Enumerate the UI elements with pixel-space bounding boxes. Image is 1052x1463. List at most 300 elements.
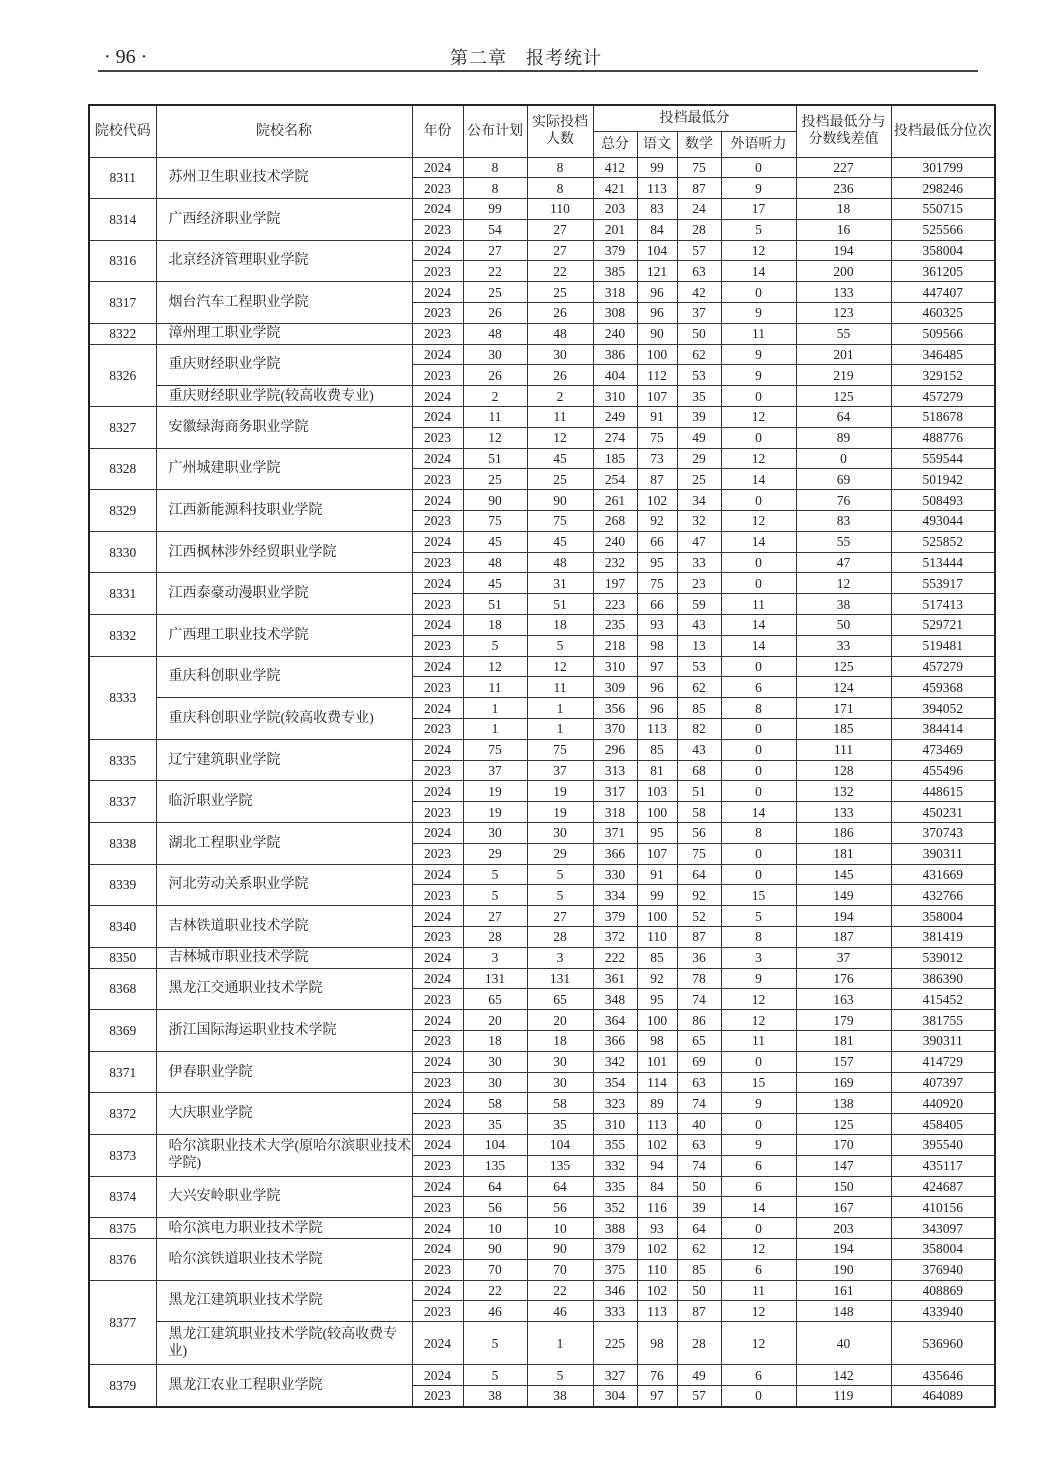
cell-diff: 163 [796, 989, 891, 1010]
cell-chinese: 102 [637, 490, 677, 511]
cell-listening: 14 [721, 469, 796, 490]
cell-rank: 414729 [891, 1051, 995, 1072]
cell-actual: 25 [527, 282, 593, 303]
table-row [89, 344, 995, 365]
header-listening: 外语听力 [721, 131, 796, 157]
cell-total: 201 [593, 219, 637, 240]
cell-total: 310 [593, 656, 637, 677]
school-name: 漳州理工职业学院 [156, 323, 412, 344]
cell-math: 56 [677, 823, 721, 844]
cell-actual: 10 [527, 1218, 593, 1239]
cell-year: 2024 [412, 968, 463, 989]
cell-plan: 99 [463, 199, 527, 220]
cell-listening: 12 [721, 1301, 796, 1322]
cell-listening: 12 [721, 1322, 796, 1365]
cell-math: 40 [677, 1114, 721, 1135]
header-name: 院校名称 [156, 105, 412, 157]
cell-listening: 14 [721, 531, 796, 552]
cell-plan: 1 [463, 698, 527, 719]
cell-listening: 0 [721, 1114, 796, 1135]
cell-year: 2024 [412, 531, 463, 552]
school-code: 8376 [89, 1238, 156, 1280]
cell-rank: 458405 [891, 1114, 995, 1135]
cell-chinese: 94 [637, 1155, 677, 1176]
cell-actual: 46 [527, 1301, 593, 1322]
cell-plan: 19 [463, 802, 527, 823]
cell-plan: 56 [463, 1197, 527, 1218]
header-chinese: 语文 [637, 131, 677, 157]
cell-rank: 432766 [891, 885, 995, 906]
cell-chinese: 96 [637, 303, 677, 324]
cell-plan: 38 [463, 1385, 527, 1406]
cell-rank: 440920 [891, 1093, 995, 1114]
cell-year: 2024 [412, 573, 463, 594]
cell-total: 203 [593, 199, 637, 220]
cell-diff: 147 [796, 1155, 891, 1176]
cell-listening: 0 [721, 719, 796, 740]
cell-total: 218 [593, 635, 637, 656]
cell-rank: 386390 [891, 968, 995, 989]
cell-chinese: 102 [637, 1280, 677, 1301]
cell-total: 388 [593, 1218, 637, 1239]
cell-chinese: 97 [637, 1385, 677, 1406]
cell-listening: 5 [721, 219, 796, 240]
cell-actual: 48 [527, 552, 593, 573]
school-name: 浙江国际海运职业技术学院 [156, 1010, 412, 1052]
cell-total: 249 [593, 407, 637, 428]
cell-chinese: 103 [637, 781, 677, 802]
cell-math: 32 [677, 511, 721, 532]
school-code: 8373 [89, 1134, 156, 1176]
cell-rank: 459368 [891, 677, 995, 698]
cell-listening: 0 [721, 843, 796, 864]
cell-year: 2023 [412, 1114, 463, 1135]
cell-year: 2023 [412, 261, 463, 282]
table-row [89, 386, 995, 407]
cell-plan: 26 [463, 303, 527, 324]
cell-total: 333 [593, 1301, 637, 1322]
cell-rank: 370743 [891, 823, 995, 844]
cell-listening: 14 [721, 615, 796, 636]
chapter-title: 第二章 报考统计 [450, 48, 602, 68]
school-name: 广西经济职业学院 [156, 199, 412, 241]
cell-year: 2024 [412, 823, 463, 844]
cell-year: 2024 [412, 1280, 463, 1301]
cell-total: 304 [593, 1385, 637, 1406]
cell-actual: 90 [527, 490, 593, 511]
cell-year: 2024 [412, 906, 463, 927]
cell-math: 23 [677, 573, 721, 594]
cell-math: 86 [677, 1010, 721, 1031]
cell-listening: 9 [721, 1134, 796, 1155]
cell-math: 78 [677, 968, 721, 989]
cell-listening: 6 [721, 1259, 796, 1280]
cell-chinese: 90 [637, 323, 677, 344]
school-code: 8338 [89, 823, 156, 865]
cell-diff: 138 [796, 1093, 891, 1114]
cell-math: 74 [677, 989, 721, 1010]
cell-plan: 30 [463, 1072, 527, 1093]
cell-year: 2024 [412, 199, 463, 220]
cell-total: 334 [593, 885, 637, 906]
cell-total: 185 [593, 448, 637, 469]
cell-plan: 37 [463, 760, 527, 781]
cell-math: 64 [677, 864, 721, 885]
cell-year: 2023 [412, 552, 463, 573]
cell-rank: 509566 [891, 323, 995, 344]
cell-rank: 518678 [891, 407, 995, 428]
cell-plan: 1 [463, 719, 527, 740]
cell-math: 49 [677, 427, 721, 448]
cell-chinese: 100 [637, 344, 677, 365]
cell-plan: 22 [463, 1280, 527, 1301]
cell-total: 366 [593, 1030, 637, 1051]
cell-actual: 11 [527, 677, 593, 698]
cell-chinese: 92 [637, 968, 677, 989]
cell-rank: 381755 [891, 1010, 995, 1031]
header-rank: 投档最低分位次 [891, 105, 995, 157]
cell-rank: 410156 [891, 1197, 995, 1218]
cell-rank: 343097 [891, 1218, 995, 1239]
cell-total: 268 [593, 511, 637, 532]
cell-plan: 65 [463, 989, 527, 1010]
cell-total: 232 [593, 552, 637, 573]
cell-math: 74 [677, 1155, 721, 1176]
school-code: 8314 [89, 199, 156, 241]
cell-year: 2024 [412, 1176, 463, 1197]
cell-diff: 150 [796, 1176, 891, 1197]
cell-total: 240 [593, 323, 637, 344]
cell-diff: 133 [796, 282, 891, 303]
cell-rank: 433940 [891, 1301, 995, 1322]
cell-year: 2023 [412, 303, 463, 324]
cell-math: 28 [677, 219, 721, 240]
header-code: 院校代码 [89, 105, 156, 157]
cell-actual: 30 [527, 344, 593, 365]
cell-math: 37 [677, 303, 721, 324]
cell-math: 87 [677, 926, 721, 947]
cell-diff: 133 [796, 802, 891, 823]
cell-actual: 20 [527, 1010, 593, 1031]
cell-rank: 384414 [891, 719, 995, 740]
cell-total: 366 [593, 843, 637, 864]
cell-actual: 51 [527, 594, 593, 615]
cell-plan: 5 [463, 635, 527, 656]
cell-listening: 11 [721, 1280, 796, 1301]
school-name: 黑龙江交通职业技术学院 [156, 968, 412, 1010]
cell-math: 43 [677, 615, 721, 636]
cell-chinese: 96 [637, 698, 677, 719]
cell-chinese: 113 [637, 1114, 677, 1135]
cell-total: 223 [593, 594, 637, 615]
cell-plan: 12 [463, 656, 527, 677]
cell-listening: 11 [721, 323, 796, 344]
header-min-score: 投档最低分 [593, 105, 796, 131]
cell-actual: 64 [527, 1176, 593, 1197]
cell-year: 2024 [412, 698, 463, 719]
cell-diff: 132 [796, 781, 891, 802]
cell-chinese: 66 [637, 594, 677, 615]
table-row [89, 739, 995, 760]
school-code: 8379 [89, 1365, 156, 1407]
school-name: 河北劳动关系职业学院 [156, 864, 412, 906]
table-row [89, 1010, 995, 1031]
cell-year: 2023 [412, 1030, 463, 1051]
admission-table [88, 104, 996, 1408]
cell-chinese: 113 [637, 178, 677, 199]
cell-rank: 407397 [891, 1072, 995, 1093]
cell-plan: 29 [463, 843, 527, 864]
cell-listening: 0 [721, 656, 796, 677]
table-row [89, 864, 995, 885]
cell-actual: 5 [527, 1365, 593, 1386]
cell-rank: 519481 [891, 635, 995, 656]
cell-year: 2024 [412, 1051, 463, 1072]
table-row [89, 157, 995, 178]
cell-math: 50 [677, 323, 721, 344]
cell-chinese: 96 [637, 677, 677, 698]
cell-rank: 464089 [891, 1385, 995, 1406]
cell-total: 354 [593, 1072, 637, 1093]
cell-actual: 3 [527, 947, 593, 968]
table-row [89, 1093, 995, 1114]
cell-plan: 45 [463, 573, 527, 594]
cell-math: 53 [677, 365, 721, 386]
cell-total: 348 [593, 989, 637, 1010]
cell-listening: 0 [721, 739, 796, 760]
cell-chinese: 104 [637, 240, 677, 261]
table-row [89, 947, 995, 968]
cell-total: 225 [593, 1322, 637, 1365]
cell-year: 2023 [412, 760, 463, 781]
cell-actual: 48 [527, 323, 593, 344]
cell-plan: 26 [463, 365, 527, 386]
cell-actual: 35 [527, 1114, 593, 1135]
cell-plan: 20 [463, 1010, 527, 1031]
cell-diff: 201 [796, 344, 891, 365]
cell-math: 47 [677, 531, 721, 552]
cell-total: 254 [593, 469, 637, 490]
school-name: 广西理工职业技术学院 [156, 615, 412, 657]
school-code: 8372 [89, 1093, 156, 1135]
cell-actual: 65 [527, 989, 593, 1010]
cell-total: 375 [593, 1259, 637, 1280]
cell-plan: 104 [463, 1134, 527, 1155]
cell-diff: 69 [796, 469, 891, 490]
cell-actual: 30 [527, 1072, 593, 1093]
school-code: 8322 [89, 323, 156, 344]
cell-listening: 17 [721, 199, 796, 220]
cell-plan: 19 [463, 781, 527, 802]
cell-listening: 12 [721, 240, 796, 261]
cell-year: 2024 [412, 1322, 463, 1365]
cell-year: 2023 [412, 989, 463, 1010]
cell-year: 2024 [412, 344, 463, 365]
cell-chinese: 95 [637, 552, 677, 573]
cell-math: 39 [677, 407, 721, 428]
cell-plan: 64 [463, 1176, 527, 1197]
cell-year: 2023 [412, 635, 463, 656]
cell-actual: 38 [527, 1385, 593, 1406]
cell-year: 2023 [412, 1155, 463, 1176]
cell-actual: 30 [527, 1051, 593, 1072]
cell-math: 64 [677, 1218, 721, 1239]
school-name: 江西泰豪动漫职业学院 [156, 573, 412, 615]
cell-plan: 75 [463, 739, 527, 760]
cell-diff: 148 [796, 1301, 891, 1322]
cell-math: 13 [677, 635, 721, 656]
cell-chinese: 102 [637, 1134, 677, 1155]
cell-total: 318 [593, 282, 637, 303]
cell-rank: 435646 [891, 1365, 995, 1386]
cell-total: 386 [593, 344, 637, 365]
cell-math: 82 [677, 719, 721, 740]
school-code: 8317 [89, 282, 156, 324]
cell-rank: 381419 [891, 926, 995, 947]
cell-math: 35 [677, 386, 721, 407]
school-code: 8333 [89, 656, 156, 739]
school-name: 哈尔滨电力职业技术学院 [156, 1218, 412, 1239]
cell-rank: 346485 [891, 344, 995, 365]
cell-listening: 9 [721, 365, 796, 386]
cell-diff: 186 [796, 823, 891, 844]
cell-listening: 9 [721, 303, 796, 324]
cell-listening: 9 [721, 1093, 796, 1114]
cell-math: 33 [677, 552, 721, 573]
cell-year: 2024 [412, 615, 463, 636]
cell-total: 379 [593, 906, 637, 927]
cell-plan: 5 [463, 1322, 527, 1365]
cell-chinese: 97 [637, 656, 677, 677]
cell-math: 87 [677, 178, 721, 199]
cell-total: 361 [593, 968, 637, 989]
cell-total: 379 [593, 1238, 637, 1259]
cell-chinese: 107 [637, 386, 677, 407]
cell-diff: 169 [796, 1072, 891, 1093]
cell-rank: 301799 [891, 157, 995, 178]
cell-chinese: 93 [637, 615, 677, 636]
cell-chinese: 83 [637, 199, 677, 220]
cell-math: 63 [677, 1134, 721, 1155]
table-row [89, 1238, 995, 1259]
cell-total: 330 [593, 864, 637, 885]
cell-chinese: 107 [637, 843, 677, 864]
cell-year: 2023 [412, 926, 463, 947]
cell-total: 346 [593, 1280, 637, 1301]
cell-rank: 424687 [891, 1176, 995, 1197]
cell-rank: 493044 [891, 511, 995, 532]
cell-math: 65 [677, 1030, 721, 1051]
cell-total: 355 [593, 1134, 637, 1155]
cell-chinese: 100 [637, 802, 677, 823]
cell-total: 317 [593, 781, 637, 802]
cell-listening: 0 [721, 157, 796, 178]
cell-diff: 167 [796, 1197, 891, 1218]
school-name: 大兴安岭职业学院 [156, 1176, 412, 1218]
cell-diff: 171 [796, 698, 891, 719]
cell-listening: 8 [721, 823, 796, 844]
cell-chinese: 81 [637, 760, 677, 781]
cell-plan: 58 [463, 1093, 527, 1114]
cell-diff: 40 [796, 1322, 891, 1365]
cell-math: 25 [677, 469, 721, 490]
cell-listening: 0 [721, 573, 796, 594]
cell-plan: 30 [463, 344, 527, 365]
table-row [89, 199, 995, 220]
cell-listening: 0 [721, 552, 796, 573]
cell-rank: 517413 [891, 594, 995, 615]
cell-chinese: 101 [637, 1051, 677, 1072]
cell-actual: 11 [527, 407, 593, 428]
cell-plan: 54 [463, 219, 527, 240]
school-name: 黑龙江农业工程职业学院 [156, 1365, 412, 1407]
cell-rank: 457279 [891, 386, 995, 407]
cell-diff: 236 [796, 178, 891, 199]
table-row [89, 656, 995, 677]
cell-actual: 18 [527, 1030, 593, 1051]
cell-rank: 376940 [891, 1259, 995, 1280]
table-row [89, 490, 995, 511]
cell-year: 2024 [412, 1238, 463, 1259]
cell-math: 92 [677, 885, 721, 906]
cell-listening: 14 [721, 802, 796, 823]
cell-chinese: 100 [637, 1010, 677, 1031]
cell-rank: 525566 [891, 219, 995, 240]
cell-total: 309 [593, 677, 637, 698]
cell-math: 87 [677, 1301, 721, 1322]
cell-listening: 6 [721, 1155, 796, 1176]
cell-listening: 12 [721, 1010, 796, 1031]
cell-diff: 219 [796, 365, 891, 386]
cell-listening: 6 [721, 1176, 796, 1197]
cell-listening: 8 [721, 926, 796, 947]
school-name: 吉林铁道职业技术学院 [156, 906, 412, 948]
cell-total: 370 [593, 719, 637, 740]
cell-actual: 110 [527, 199, 593, 220]
cell-rank: 358004 [891, 240, 995, 261]
cell-total: 332 [593, 1155, 637, 1176]
cell-plan: 28 [463, 926, 527, 947]
cell-math: 63 [677, 1072, 721, 1093]
cell-total: 327 [593, 1365, 637, 1386]
cell-actual: 5 [527, 864, 593, 885]
cell-plan: 11 [463, 677, 527, 698]
cell-rank: 448615 [891, 781, 995, 802]
cell-diff: 194 [796, 906, 891, 927]
cell-plan: 25 [463, 469, 527, 490]
school-code: 8311 [89, 157, 156, 199]
cell-year: 2023 [412, 719, 463, 740]
cell-rank: 450231 [891, 802, 995, 823]
cell-actual: 104 [527, 1134, 593, 1155]
cell-diff: 16 [796, 219, 891, 240]
cell-listening: 0 [721, 427, 796, 448]
cell-math: 39 [677, 1197, 721, 1218]
cell-rank: 455496 [891, 760, 995, 781]
cell-year: 2024 [412, 864, 463, 885]
cell-listening: 9 [721, 178, 796, 199]
cell-diff: 89 [796, 427, 891, 448]
cell-actual: 26 [527, 303, 593, 324]
cell-diff: 227 [796, 157, 891, 178]
cell-diff: 50 [796, 615, 891, 636]
cell-year: 2023 [412, 219, 463, 240]
cell-listening: 3 [721, 947, 796, 968]
school-code: 8369 [89, 1010, 156, 1052]
cell-chinese: 89 [637, 1093, 677, 1114]
cell-chinese: 99 [637, 157, 677, 178]
cell-year: 2024 [412, 947, 463, 968]
